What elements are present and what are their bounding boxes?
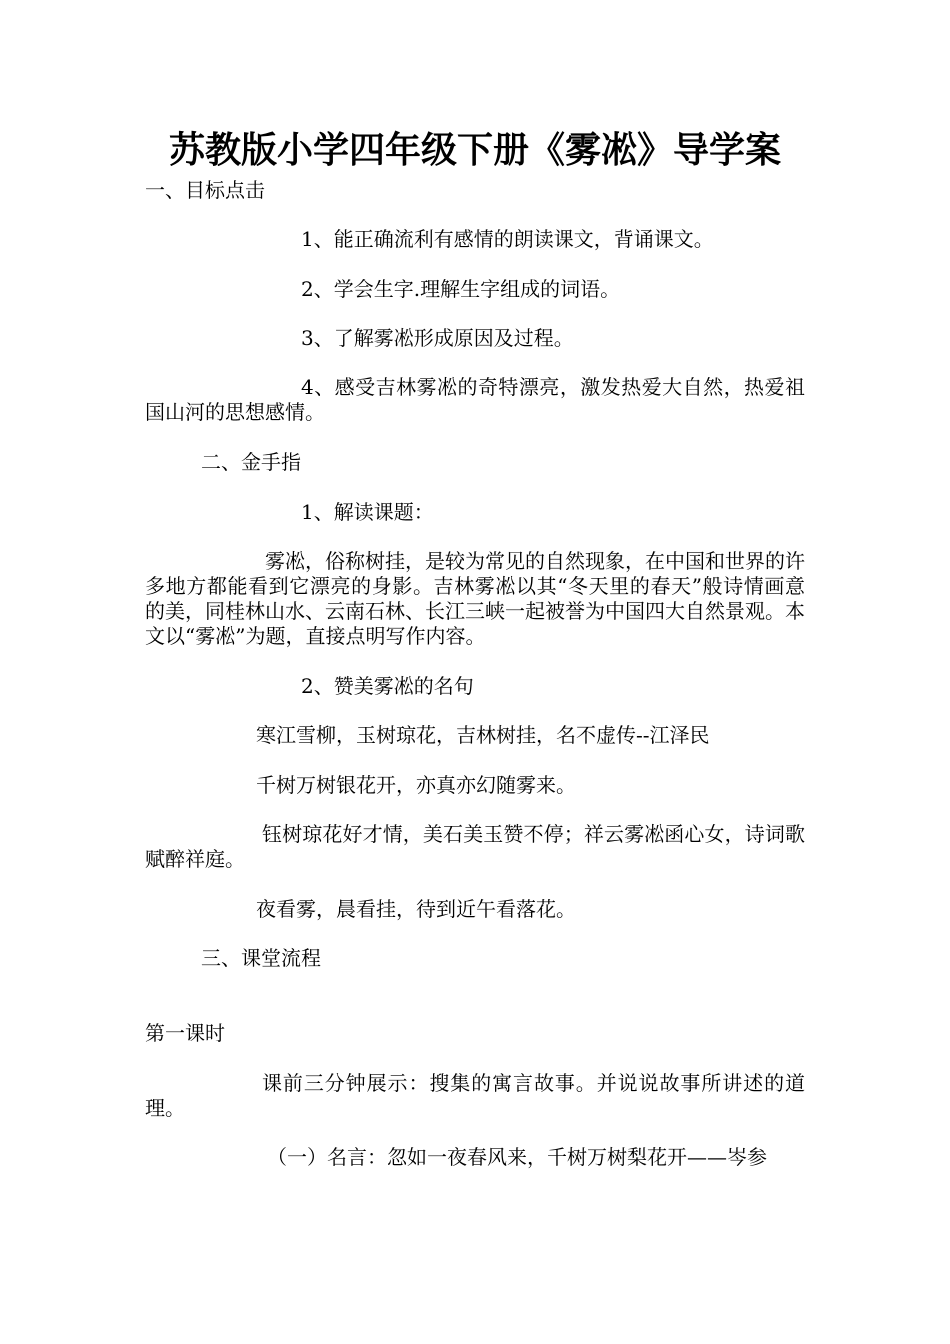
quote-item-2: 千树万树银花开，亦真亦幻随雾来。 bbox=[256, 773, 576, 797]
subheading-famous-quotes: 2、赞美雾凇的名句 bbox=[301, 674, 474, 698]
document-title: 苏教版小学四年级下册《雾凇》导学案 bbox=[168, 130, 781, 171]
quote-item-4: 夜看雾，晨看挂，待到近午看落花。 bbox=[256, 897, 576, 921]
title-explanation-paragraph: 雾凇，俗称树挂，是较为常见的自然现象，在中国和世界的许多地方都能看到它漂亮的身影。吉林雾凇以其“冬天里的春天”般诗情画意的美，同桂林山水、云南石林、长江三峡一起被誉为中国四大自然景观。本文以“雾凇”为题，直接点明写作内容。 bbox=[145, 549, 805, 648]
subheading-title-reading: 1、解读课题： bbox=[301, 500, 434, 524]
goal-item-3: 3、了解雾凇形成原因及过程。 bbox=[301, 326, 574, 350]
quote-item-1: 寒江雪柳，玉树琼花，吉林树挂，名不虚传--江泽民 bbox=[256, 723, 710, 747]
goal-item-1: 1、能正确流利有感情的朗读课文，背诵课文。 bbox=[301, 227, 714, 251]
section-heading-tips: 二、金手指 bbox=[201, 450, 301, 474]
quote-item-3: 钰树琼花好才情，美石美玉赞不停；祥云雾凇函心女，诗词歌赋醉祥庭。 bbox=[145, 822, 805, 871]
goal-item-4: 4、感受吉林雾凇的奇特漂亮，激发热爱大自然，热爱祖国山河的思想感情。 bbox=[145, 375, 805, 424]
pre-class-activity: 课前三分钟展示：搜集的寓言故事。并说说故事所讲述的道理。 bbox=[145, 1071, 805, 1120]
lesson-label: 第一课时 bbox=[145, 1021, 225, 1045]
section-heading-process: 三、课堂流程 bbox=[201, 946, 321, 970]
goal-item-2: 2、学会生字.理解生字组成的词语。 bbox=[301, 277, 621, 301]
section-heading-goals: 一、目标点击 bbox=[145, 178, 265, 202]
famous-quote-one: （一）名言：忽如一夜春风来，千树万树梨花开——岑参 bbox=[267, 1145, 767, 1169]
